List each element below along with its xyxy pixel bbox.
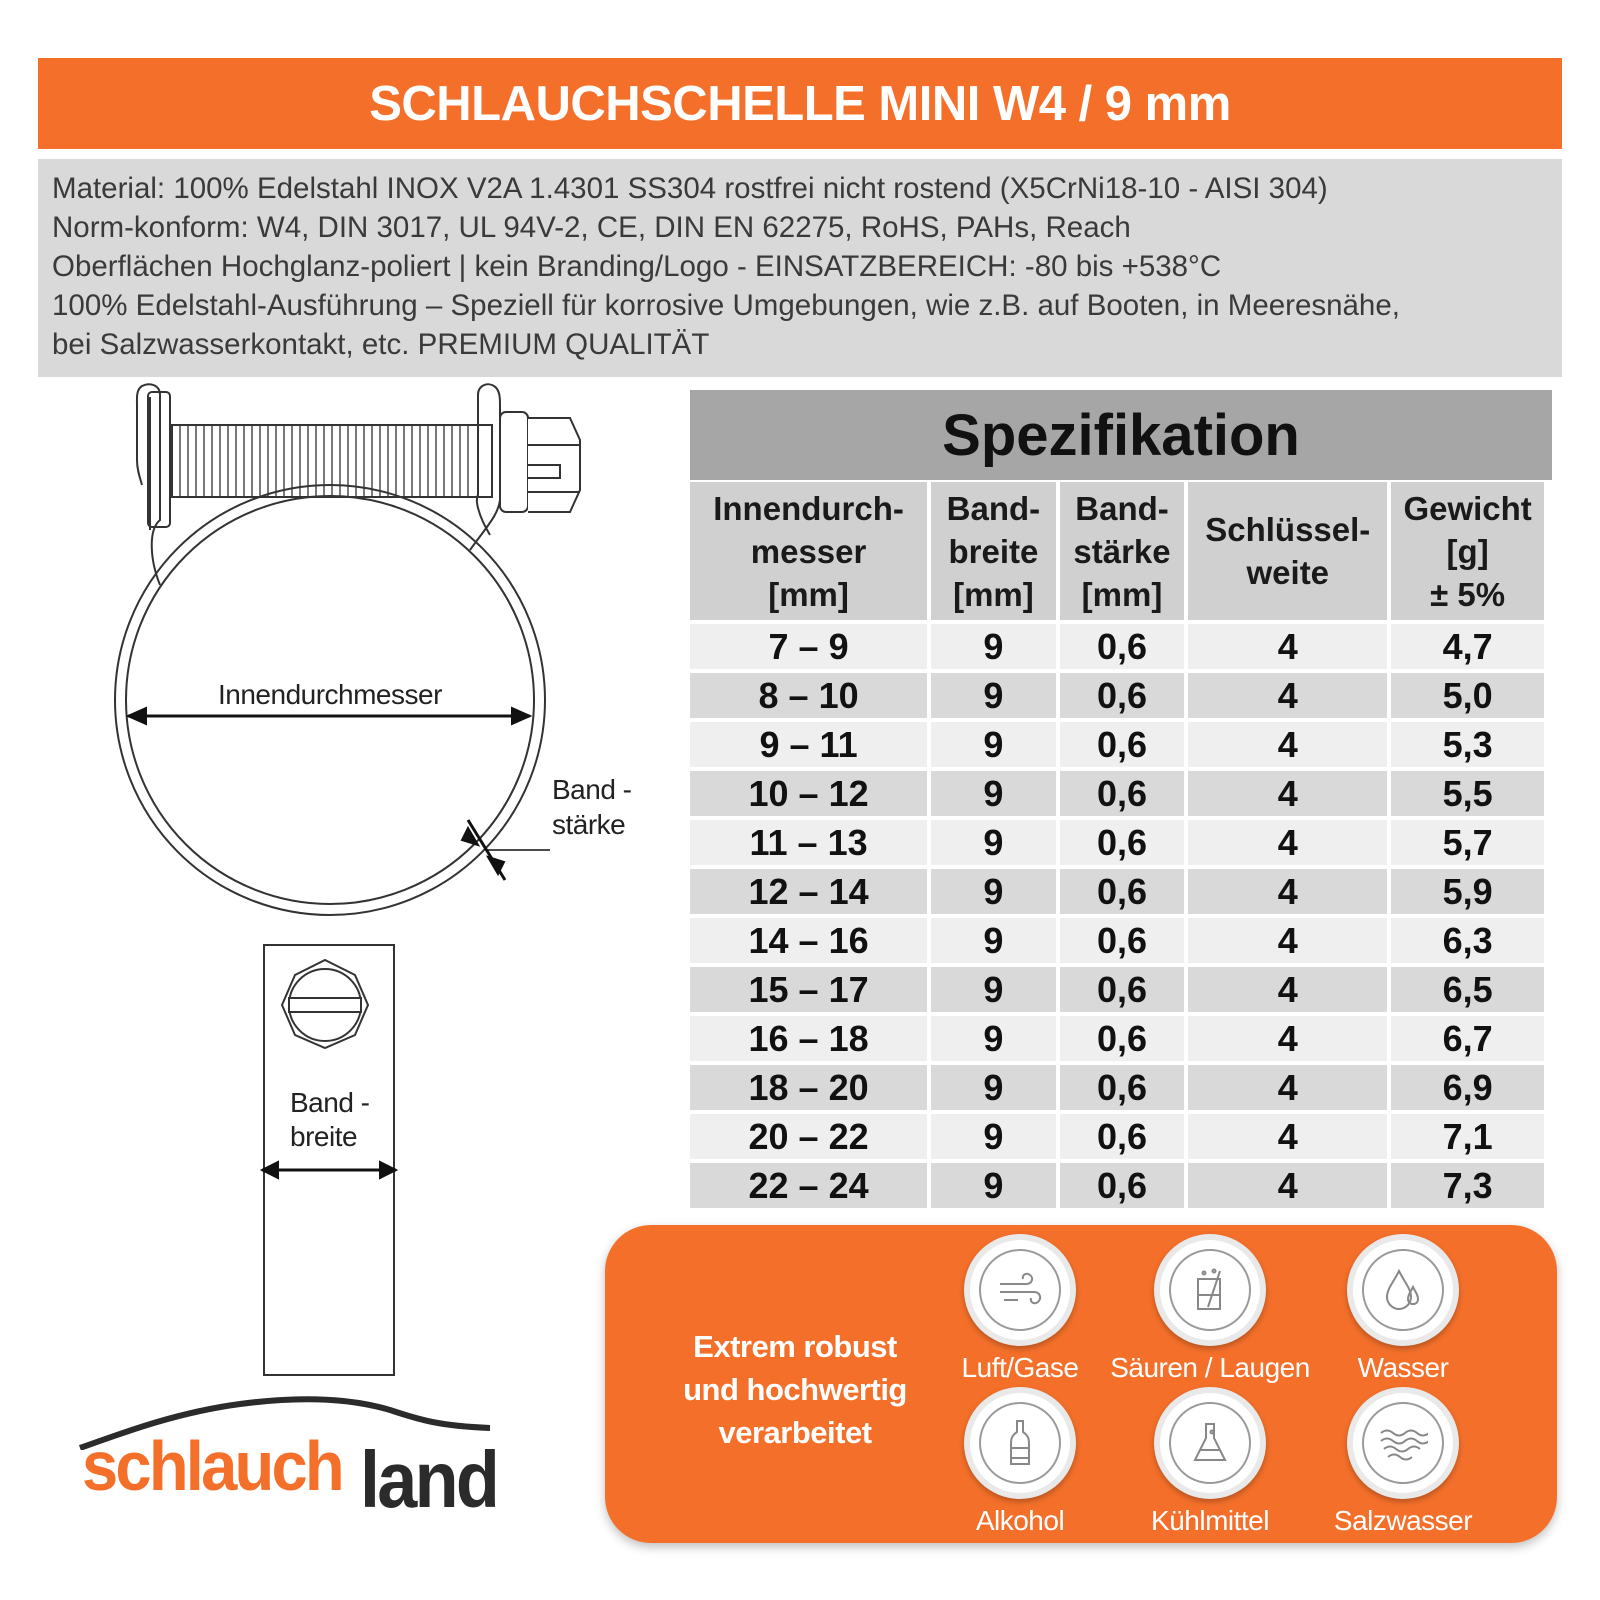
cell-weight: 6,9 [1391, 1061, 1544, 1110]
info-line: Norm-konform: W4, DIN 3017, UL 94V-2, CE, DIN EN 62275, RoHS, PAHs, Reach [52, 211, 1131, 244]
flask-icon [1190, 1420, 1230, 1466]
header-line: [g] [1446, 532, 1489, 570]
header-line: [mm] [1081, 575, 1163, 613]
header-line: breite [948, 532, 1039, 570]
info-line: 100% Edelstahl-Ausführung – Speziell für korrosive Umgebungen, wie z.B. auf Booten, in Meeresnähe, [52, 289, 1400, 322]
cell-band-width: 9 [931, 718, 1056, 767]
feature-air-gas [910, 1240, 1130, 1384]
cell-inner-diameter: 15 – 17 [690, 963, 927, 1012]
cell-weight: 5,3 [1391, 718, 1544, 767]
table-row [690, 963, 1544, 1012]
cell-band-width: 9 [931, 767, 1056, 816]
spec-header-row [690, 482, 1544, 620]
cell-band-width: 9 [931, 816, 1056, 865]
header-band-width [931, 482, 1056, 620]
cell-band-width: 9 [931, 914, 1056, 963]
feature-label: Kühlmittel [1151, 1505, 1269, 1536]
cell-band-thickness: 0,6 [1060, 963, 1185, 1012]
title-banner [38, 58, 1562, 149]
table-row [690, 1012, 1544, 1061]
cell-band-width: 9 [931, 1012, 1056, 1061]
table-row [690, 1061, 1544, 1110]
cell-wrench-size: 4 [1188, 914, 1387, 963]
page-title: SCHLAUCHSCHELLE MINI W4 / 9 mm [369, 76, 1231, 131]
table-row [690, 669, 1544, 718]
slogan-line: Extrem robust [693, 1329, 897, 1364]
header-line: Gewicht [1403, 489, 1532, 527]
cell-band-thickness: 0,6 [1060, 1012, 1185, 1061]
header-line: weite [1246, 554, 1330, 591]
cell-band-width: 9 [931, 620, 1056, 669]
feature-label: Alkohol [975, 1505, 1065, 1536]
cell-weight: 7,3 [1391, 1159, 1544, 1208]
cell-inner-diameter: 10 – 12 [690, 767, 927, 816]
inner-diameter-label: Innendurchmesser [218, 679, 442, 710]
cell-band-thickness: 0,6 [1060, 816, 1185, 865]
cell-inner-diameter: 9 – 11 [690, 718, 927, 767]
logo-text-land: land [360, 1435, 498, 1524]
header-line: [mm] [953, 575, 1034, 613]
cell-inner-diameter: 11 – 13 [690, 816, 927, 865]
feature-acids [1100, 1240, 1320, 1384]
info-line: Oberflächen Hochglanz-poliert | kein Branding/Logo - EINSATZBEREICH: -80 bis +538°C [52, 250, 1222, 283]
table-row [690, 620, 1544, 669]
cell-weight: 5,9 [1391, 865, 1544, 914]
cell-weight: 6,5 [1391, 963, 1544, 1012]
header-line: messer [750, 532, 867, 570]
water-drops-icon [1383, 1267, 1423, 1313]
table-row [690, 914, 1544, 963]
cell-wrench-size: 4 [1188, 1012, 1387, 1061]
cell-band-thickness: 0,6 [1060, 1110, 1185, 1159]
cell-wrench-size: 4 [1188, 1061, 1387, 1110]
cell-inner-diameter: 14 – 16 [690, 914, 927, 963]
cell-wrench-size: 4 [1188, 1159, 1387, 1208]
table-row [690, 1110, 1544, 1159]
cell-weight: 4,7 [1391, 620, 1544, 669]
cell-inner-diameter: 20 – 22 [690, 1110, 927, 1159]
cell-band-thickness: 0,6 [1060, 914, 1185, 963]
spec-heading: Spezifikation [942, 402, 1300, 468]
spec-table [686, 482, 1548, 1208]
cell-band-thickness: 0,6 [1060, 865, 1185, 914]
cell-wrench-size: 4 [1188, 963, 1387, 1012]
cell-weight: 5,0 [1391, 669, 1544, 718]
cell-inner-diameter: 22 – 24 [690, 1159, 927, 1208]
cell-wrench-size: 4 [1188, 718, 1387, 767]
cell-band-thickness: 0,6 [1060, 620, 1185, 669]
header-weight [1391, 482, 1544, 620]
cell-band-width: 9 [931, 963, 1056, 1012]
cell-wrench-size: 4 [1188, 620, 1387, 669]
feature-label: Säuren / Laugen [1110, 1352, 1310, 1383]
table-row [690, 1159, 1544, 1208]
cell-band-width: 9 [931, 1110, 1056, 1159]
logo-text-schlauch: schlauch [82, 1427, 342, 1505]
bottle-icon [1005, 1418, 1035, 1468]
feature-label: Luft/Gase [961, 1352, 1079, 1383]
cell-band-thickness: 0,6 [1060, 767, 1185, 816]
header-line: Schlüssel- [1205, 511, 1371, 548]
cell-wrench-size: 4 [1188, 816, 1387, 865]
beaker-icon [1190, 1267, 1230, 1313]
cell-band-thickness: 0,6 [1060, 1159, 1185, 1208]
cell-wrench-size: 4 [1188, 669, 1387, 718]
clamp-drawing [0, 380, 680, 1400]
band-thickness-label-1: Band - [552, 774, 632, 805]
slogan-line: verarbeitet [718, 1415, 872, 1450]
info-line: Material: 100% Edelstahl INOX V2A 1.4301 SS304 rostfrei nicht rostend (X5CrNi18-10 - AISI 304) [52, 172, 1328, 205]
header-line: ± 5% [1430, 575, 1506, 613]
feature-label: Wasser [1357, 1352, 1449, 1383]
cell-band-width: 9 [931, 669, 1056, 718]
band-width-label-1: Band - [290, 1087, 370, 1118]
cell-wrench-size: 4 [1188, 865, 1387, 914]
header-line: Band- [1075, 489, 1169, 527]
table-row [690, 767, 1544, 816]
header-wrench-size [1188, 482, 1387, 620]
cell-wrench-size: 4 [1188, 1110, 1387, 1159]
cell-inner-diameter: 8 – 10 [690, 669, 927, 718]
material-info-box [38, 159, 1562, 377]
feature-coolant [1100, 1393, 1320, 1537]
cell-inner-diameter: 7 – 9 [690, 620, 927, 669]
cell-inner-diameter: 18 – 20 [690, 1061, 927, 1110]
spec-heading-bar [690, 390, 1552, 480]
cell-band-thickness: 0,6 [1060, 1061, 1185, 1110]
cell-weight: 6,3 [1391, 914, 1544, 963]
band-width-label-2: breite [290, 1121, 358, 1152]
cell-wrench-size: 4 [1188, 767, 1387, 816]
features-panel [605, 1225, 1557, 1543]
cell-band-width: 9 [931, 865, 1056, 914]
table-row [690, 718, 1544, 767]
slogan-line: und hochwertig [683, 1372, 907, 1407]
brand-logo [70, 1390, 530, 1530]
cell-inner-diameter: 16 – 18 [690, 1012, 927, 1061]
cell-weight: 5,7 [1391, 816, 1544, 865]
cell-band-width: 9 [931, 1061, 1056, 1110]
cell-weight: 5,5 [1391, 767, 1544, 816]
header-inner-diameter [690, 482, 927, 620]
feature-label: Salzwasser [1333, 1505, 1473, 1536]
waves-icon [1378, 1425, 1428, 1461]
wind-icon [996, 1270, 1044, 1310]
clamp-diagram [0, 380, 680, 1400]
info-line: bei Salzwasserkontakt, etc. PREMIUM QUALITÄT [52, 328, 710, 361]
band-thickness-label-2: stärke [552, 809, 626, 840]
cell-band-width: 9 [931, 1159, 1056, 1208]
header-line: stärke [1073, 532, 1171, 570]
header-line: Band- [946, 489, 1041, 527]
header-band-thickness [1060, 482, 1185, 620]
cell-band-thickness: 0,6 [1060, 718, 1185, 767]
header-line: [mm] [768, 575, 849, 613]
cell-weight: 7,1 [1391, 1110, 1544, 1159]
slogan [645, 1325, 945, 1454]
table-row [690, 816, 1544, 865]
header-line: Innendurch- [713, 489, 904, 527]
cell-inner-diameter: 12 – 14 [690, 865, 927, 914]
cell-band-thickness: 0,6 [1060, 669, 1185, 718]
feature-saltwater [1293, 1393, 1513, 1537]
table-row [690, 865, 1544, 914]
feature-alcohol [910, 1393, 1130, 1537]
feature-water [1293, 1240, 1513, 1384]
cell-weight: 6,7 [1391, 1012, 1544, 1061]
